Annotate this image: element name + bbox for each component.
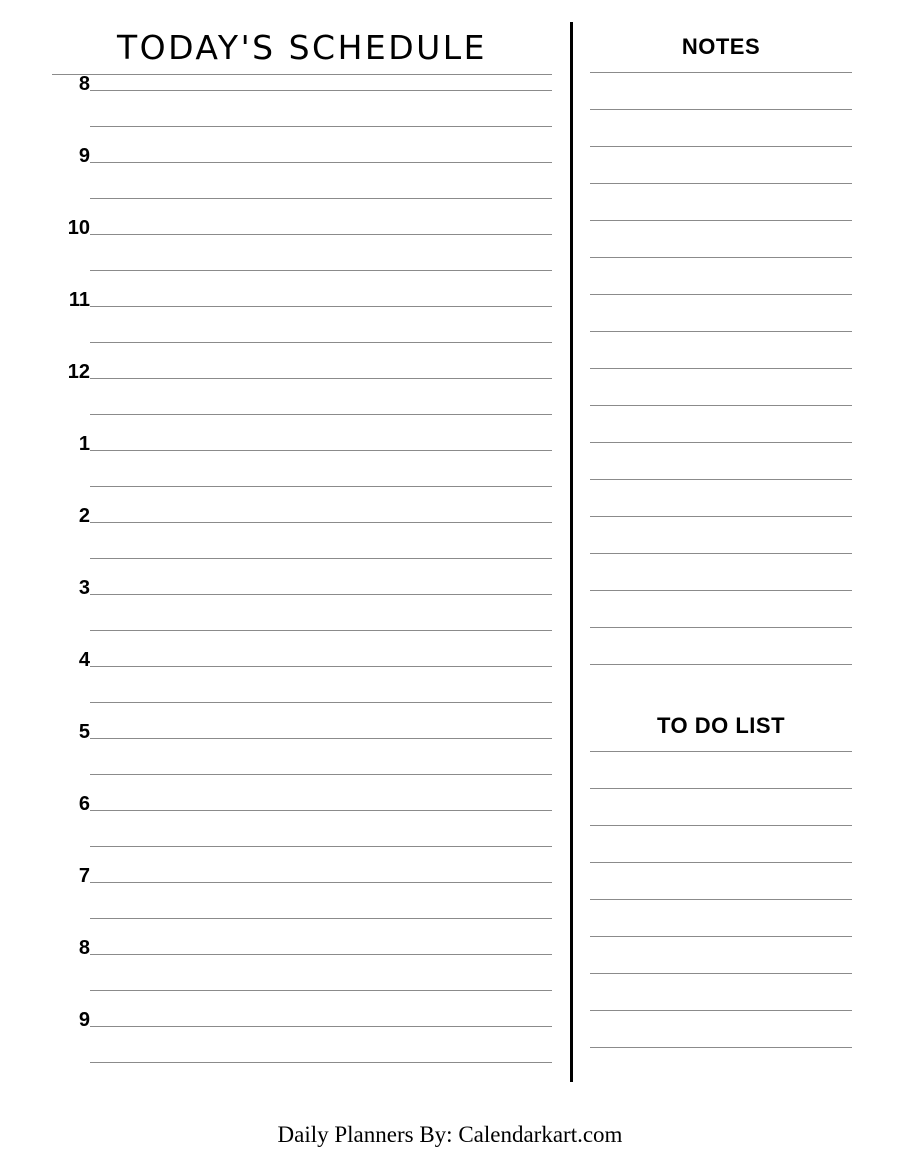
schedule-halfhour-line[interactable]: [90, 198, 552, 199]
schedule-hour-line[interactable]: [90, 90, 552, 91]
schedule-halfhour-line[interactable]: [90, 270, 552, 271]
right-panel: [590, 22, 852, 1082]
notes-lines[interactable]: [590, 72, 852, 701]
todo-title: TO DO LIST: [656, 713, 786, 738]
schedule-hour-label: 6: [78, 793, 90, 815]
schedule-hour-row[interactable]: [52, 650, 552, 722]
notes-line[interactable]: [590, 405, 852, 442]
todo-line[interactable]: [590, 973, 852, 1010]
schedule-hour-row[interactable]: [52, 938, 552, 1010]
schedule-halfhour-line[interactable]: [90, 486, 552, 487]
column-divider: [570, 22, 573, 1082]
schedule-hour-line[interactable]: [90, 234, 552, 235]
schedule-hour-line[interactable]: [90, 882, 552, 883]
schedule-halfhour-line[interactable]: [90, 702, 552, 703]
schedule-hour-label: 4: [78, 649, 90, 671]
schedule-hour-label: 2: [78, 505, 90, 527]
schedule-halfhour-line[interactable]: [90, 1062, 552, 1063]
schedule-hour-label: 12: [67, 361, 90, 383]
schedule-hour-line[interactable]: [90, 306, 552, 307]
schedule-halfhour-line[interactable]: [90, 630, 552, 631]
schedule-halfhour-line[interactable]: [90, 990, 552, 991]
schedule-title: TODAY'S SCHEDULE: [116, 28, 488, 67]
schedule-halfhour-line[interactable]: [90, 558, 552, 559]
notes-title: NOTES: [681, 34, 761, 59]
schedule-halfhour-line[interactable]: [90, 846, 552, 847]
todo-line[interactable]: [590, 751, 852, 788]
schedule-hour-label: 7: [78, 865, 90, 887]
schedule-hour-row[interactable]: [52, 218, 552, 290]
notes-line[interactable]: [590, 442, 852, 479]
schedule-hour-row[interactable]: [52, 290, 552, 362]
schedule-hour-row[interactable]: [52, 74, 552, 146]
schedule-hour-row[interactable]: [52, 722, 552, 794]
notes-line[interactable]: [590, 109, 852, 146]
schedule-hour-row[interactable]: [52, 866, 552, 938]
schedule-hour-label: 3: [78, 577, 90, 599]
schedule-hour-line[interactable]: [90, 666, 552, 667]
schedule-hour-row[interactable]: [52, 434, 552, 506]
notes-line[interactable]: [590, 331, 852, 368]
schedule-hour-label: 1: [78, 433, 90, 455]
schedule-hour-label: 8: [78, 937, 90, 959]
schedule-halfhour-line[interactable]: [90, 774, 552, 775]
schedule-hour-line[interactable]: [90, 1026, 552, 1027]
schedule-hour-row[interactable]: [52, 794, 552, 866]
notes-line[interactable]: [590, 146, 852, 183]
todo-line[interactable]: [590, 1010, 852, 1047]
schedule-hour-row[interactable]: [52, 1010, 552, 1082]
schedule-hour-line[interactable]: [90, 738, 552, 739]
notes-line[interactable]: [590, 368, 852, 405]
todo-head: [590, 701, 852, 751]
notes-line[interactable]: [590, 72, 852, 109]
schedule-hour-row[interactable]: [52, 362, 552, 434]
notes-line[interactable]: [590, 294, 852, 331]
schedule-hour-line[interactable]: [90, 522, 552, 523]
schedule-hour-row[interactable]: [52, 506, 552, 578]
todo-line[interactable]: [590, 862, 852, 899]
schedule-hour-line[interactable]: [90, 162, 552, 163]
notes-line[interactable]: [590, 590, 852, 627]
todo-lines[interactable]: [590, 751, 852, 1084]
schedule-halfhour-line[interactable]: [90, 414, 552, 415]
schedule-halfhour-line[interactable]: [90, 126, 552, 127]
schedule-halfhour-line[interactable]: [90, 918, 552, 919]
schedule-rows: [52, 74, 552, 1082]
schedule-hour-label: 9: [78, 1009, 90, 1031]
notes-line[interactable]: [590, 183, 852, 220]
notes-line[interactable]: [590, 479, 852, 516]
todo-line[interactable]: [590, 825, 852, 862]
schedule-hour-row[interactable]: [52, 578, 552, 650]
schedule-hour-line[interactable]: [90, 594, 552, 595]
schedule-halfhour-line[interactable]: [90, 342, 552, 343]
todo-line[interactable]: [590, 899, 852, 936]
todo-line[interactable]: [590, 788, 852, 825]
schedule-hour-line[interactable]: [90, 954, 552, 955]
schedule-hour-label: 9: [78, 145, 90, 167]
schedule-hour-row[interactable]: [52, 146, 552, 218]
notes-line[interactable]: [590, 257, 852, 294]
notes-line[interactable]: [590, 627, 852, 664]
notes-line[interactable]: [590, 516, 852, 553]
schedule-hour-line[interactable]: [90, 450, 552, 451]
schedule-hour-line[interactable]: [90, 810, 552, 811]
schedule-panel: [52, 22, 552, 1082]
schedule-hour-label: 5: [78, 721, 90, 743]
notes-line[interactable]: [590, 553, 852, 590]
schedule-hour-label: 10: [67, 217, 90, 239]
footer-credit: Daily Planners By: Calendarkart.com: [277, 1122, 623, 1147]
todo-line[interactable]: [590, 936, 852, 973]
schedule-hour-line[interactable]: [90, 378, 552, 379]
notes-line[interactable]: [590, 220, 852, 257]
todo-line[interactable]: [590, 1047, 852, 1084]
notes-line[interactable]: [590, 664, 852, 701]
schedule-hour-label: 8: [78, 73, 90, 95]
schedule-hour-label: 11: [68, 289, 90, 311]
